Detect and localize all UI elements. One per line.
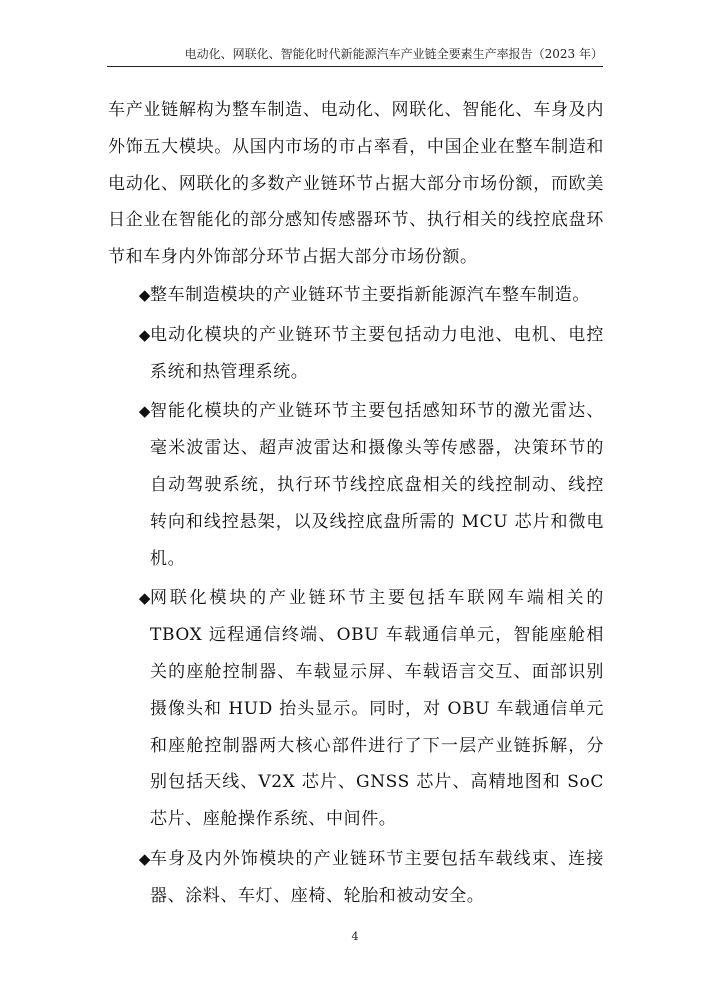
- bullet-item-intelligence: [108, 393, 604, 577]
- diamond-bullet-icon: ◆: [138, 589, 152, 608]
- bullet-item-vehicle-manufacturing: [108, 277, 604, 314]
- bullet-item-connectivity: [108, 580, 604, 838]
- bullet-text: 智能化模块的产业链环节主要包括感知环节的激光雷达、毫米波雷达、超声波雷达和摄像头等传感器，决策环节的自动驾驶系统，执行环节线控底盘相关的线控制动、线控转向和线控悬架，以及线控底盘所需的 MCU 芯片和微电机。: [150, 401, 604, 569]
- running-header: [107, 44, 603, 67]
- bullet-item-body-interior: [108, 841, 604, 915]
- bullet-text: 电动化模块的产业链环节主要包括动力电池、电机、电控系统和热管理系统。: [150, 324, 604, 382]
- bullet-text: 整车制造模块的产业链环节主要指新能源汽车整车制造。: [150, 284, 590, 305]
- bullet-text: 车身及内外饰模块的产业链环节主要包括车载线束、连接器、涂料、车灯、座椅、轮胎和被动安全。: [150, 848, 604, 906]
- diamond-bullet-icon: ◆: [138, 285, 152, 304]
- diamond-bullet-icon: ◆: [138, 402, 152, 421]
- bullet-item-electrification: [108, 317, 604, 391]
- header-title: 电动化、网联化、智能化时代新能源汽车产业链全要素生产率报告（2023 年）: [184, 47, 603, 61]
- page-footer: [0, 930, 710, 943]
- diamond-bullet-icon: ◆: [138, 849, 152, 868]
- page-content: [108, 92, 604, 915]
- bullet-text: 网联化模块的产业链环节主要包括车联网车端相关的 TBOX 远程通信终端、OBU 车载通信单元，智能座舱相关的座舱控制器、车载显示屏、车载语言交互、面部识别摄像头和 HUD 抬头显示。同时，对 OBU 车载通信单元和座舱控制器两大核心部件进行了下一层产业链拆解，分别包括天线、V2X 芯片、GNSS 芯片、高精地图和 SoC 芯片、座舱操作系统、中间件。: [150, 588, 604, 830]
- bullet-list: [108, 277, 604, 915]
- diamond-bullet-icon: ◆: [138, 325, 152, 344]
- body-paragraph: 车产业链解构为整车制造、电动化、网联化、智能化、车身及内外饰五大模块。从国内市场的市占率看，中国企业在整车制造和电动化、网联化的多数产业链环节占据大部分市场份额，而欧美日企业在智能化的部分感知传感器环节、执行相关的线控底盘环节和车身内外饰部分环节占据大部分市场份额。: [108, 100, 604, 268]
- page-number: 4: [351, 930, 359, 943]
